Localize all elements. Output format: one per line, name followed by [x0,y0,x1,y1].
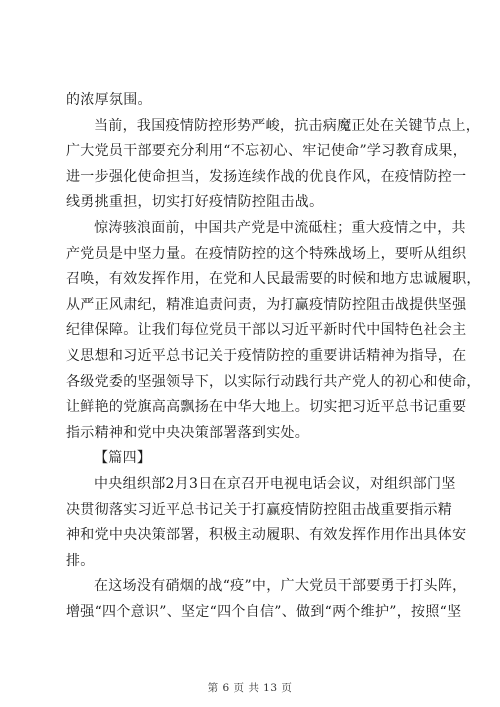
text-line: 产党员是中坚力量。在疫情防控的这个特殊战场上，要听从组织 [66,245,467,262]
text-line: 神和党中央决策部署，积极主动履职、有效发挥作用作出具体安 [66,527,467,544]
text-line: 决贯彻落实习近平总书记关于打赢疫情防控阻击战重要指示精 [66,501,453,518]
text-line: 进一步强化使命担当，发扬连续作战的优良作风，在疫情防控一 [66,168,467,185]
text-line: 在这场没有硝烟的战“疫”中，广大党员干部要勇于打头阵， [94,578,467,595]
text-line: 中央组织部2月3日在京召开电视电话会议，对组织部门坚 [94,475,456,492]
text-line: 从严正风肃纪，精准追责问责，为打赢疫情防控阻击战提供坚强 [66,296,467,313]
text-line: 当前，我国疫情防控形势严峻，抗击病魔正处在关键节点上， [94,117,481,134]
text-line: 让鲜艳的党旗高高飘扬在中华大地上。切实把习近平总书记重要 [66,399,467,416]
text-line: 惊涛骇浪面前，中国共产党是中流砥柱；重大疫情之中，共 [94,219,466,236]
text-line: 广大党员干部要充分利用“不忘初心、牢记使命”学习教育成果， [66,143,468,160]
text-line: 指示精神和党中央决策部署落到实处。 [66,424,310,441]
text-line: 各级党委的坚强领导下，以实际行动践行共产党人的初心和使命， [66,373,481,390]
section-heading: 【篇四】 [94,450,152,467]
text-line: 增强“四个意识”、坚定“四个自信”、做到“两个维护”，按照“坚 [66,603,462,620]
text-line: 召唤，有效发挥作用，在党和人民最需要的时候和地方忠诚履职， [66,271,481,288]
text-line: 义思想和习近平总书记关于疫情防控的重要讲话精神为指导，在 [66,347,467,364]
text-line: 的浓厚氛围。 [66,92,152,108]
text-line: 线勇挑重担，切实打好疫情防控阻击战。 [66,194,324,211]
page-number-footer: 第 6 页 共 13 页 [207,682,293,694]
text-line: 纪律保障。让我们每位党员干部以习近平新时代中国特色社会主 [66,322,467,339]
text-line: 排。 [66,552,95,569]
document-body [66,88,481,625]
